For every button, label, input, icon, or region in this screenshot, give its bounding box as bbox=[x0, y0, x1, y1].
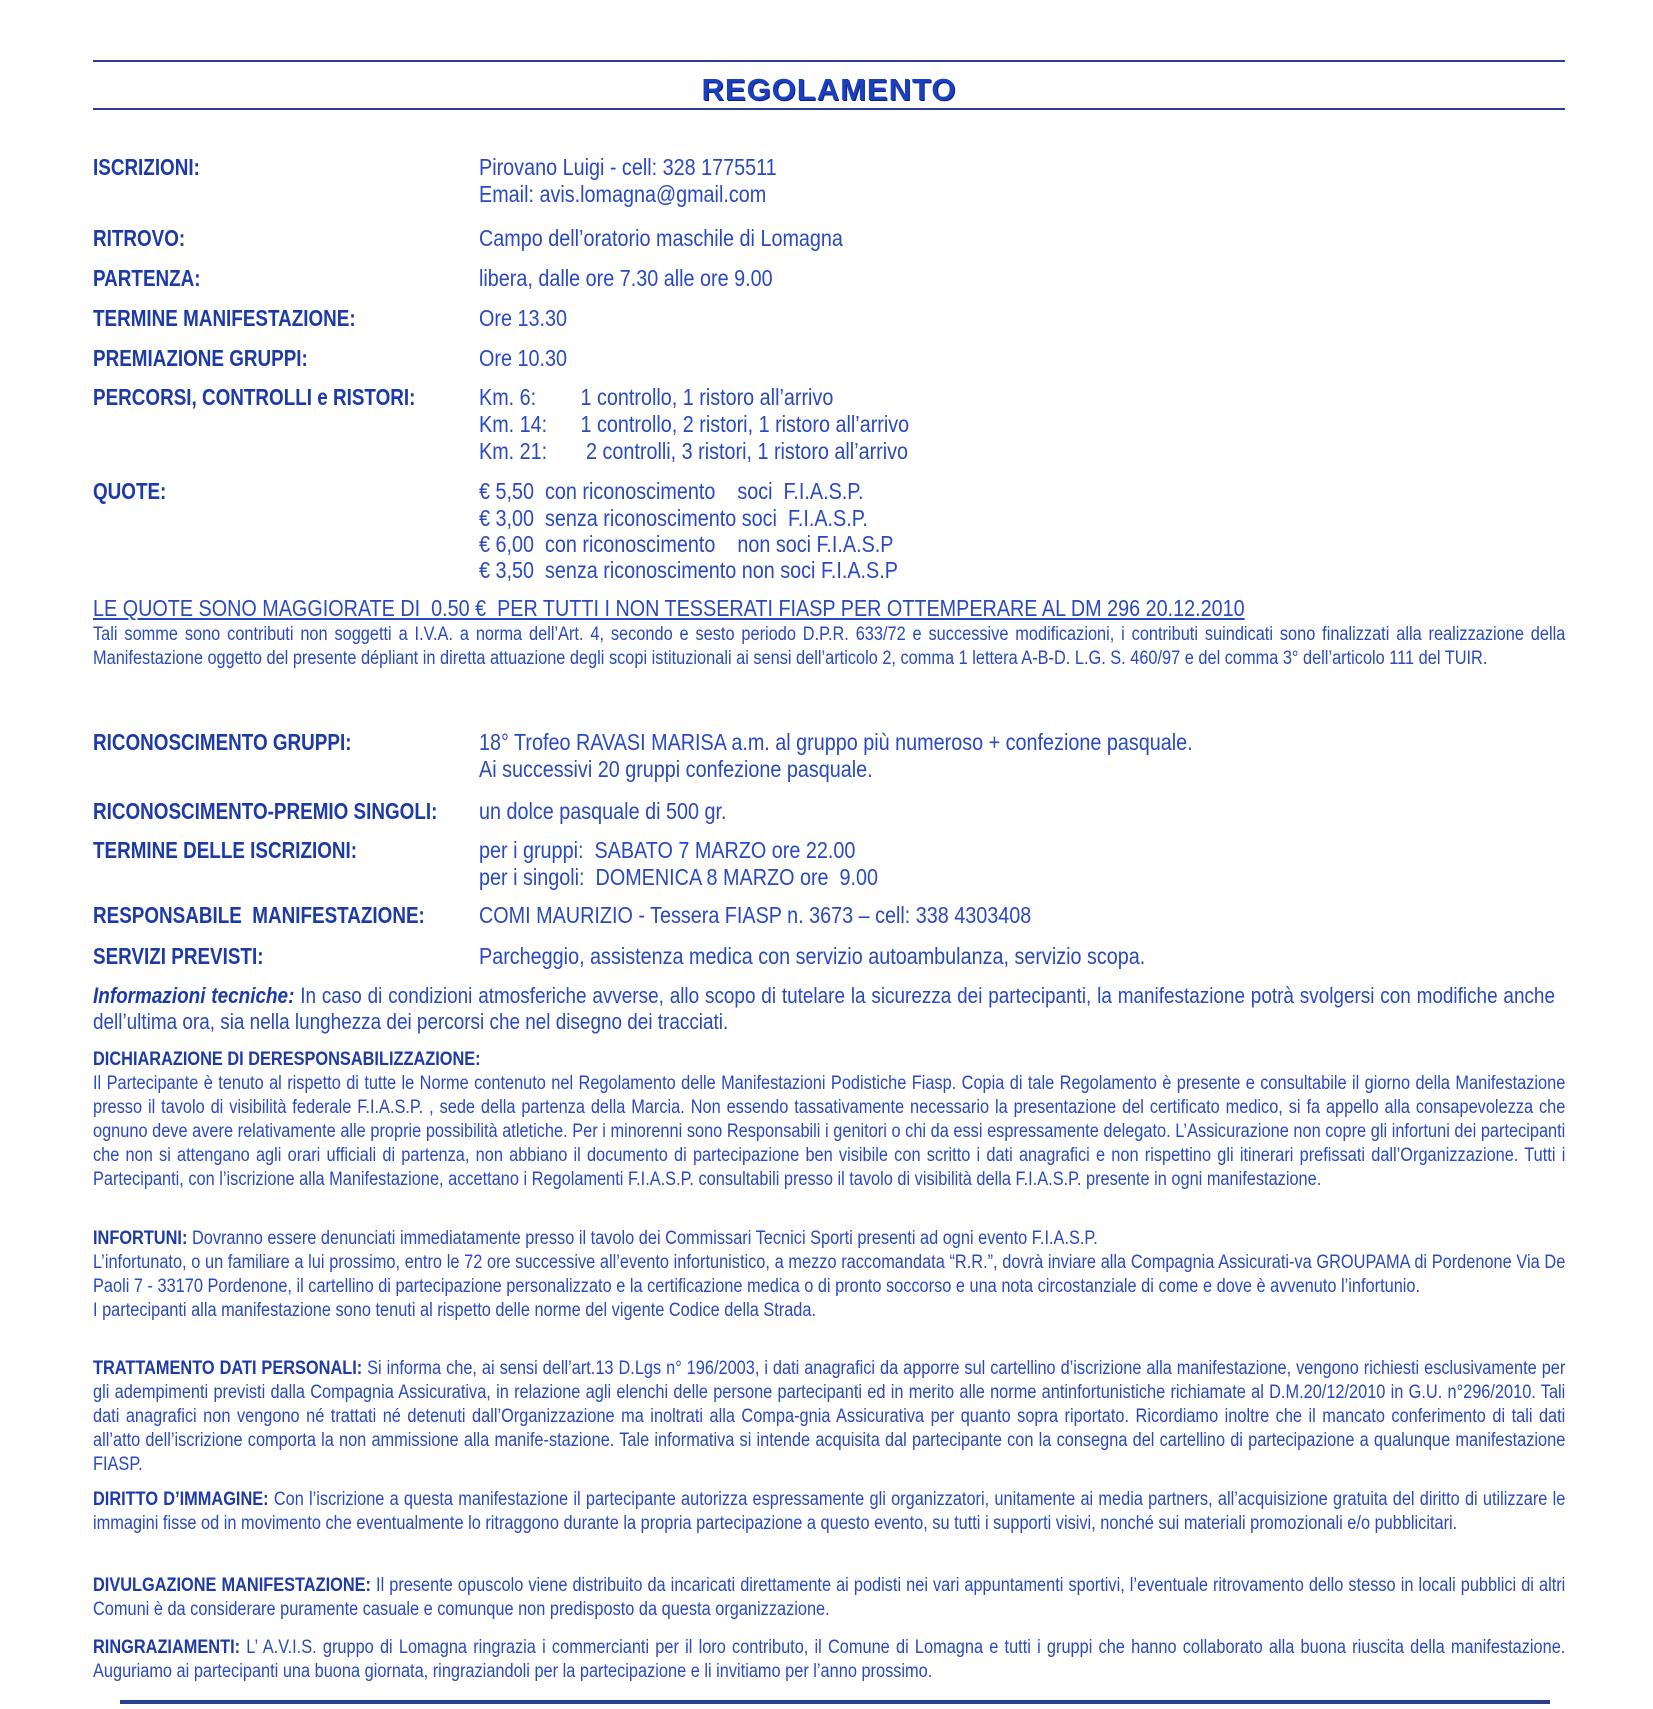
percorso-desc: 2 controlli, 3 ristori, 1 ristoro all’arrivo bbox=[580, 438, 909, 464]
info-tecniche-heading: Informazioni tecniche: bbox=[93, 983, 295, 1008]
label-partenza: PARTENZA: bbox=[93, 265, 201, 291]
value-premio-singoli: un dolce pasquale di 500 gr. bbox=[479, 798, 727, 824]
value-responsabile: COMI MAURIZIO - Tessera FIASP n. 3673 – cell: 338 4303408 bbox=[479, 902, 1032, 928]
diritto-heading: DIRITTO D’IMMAGINE: bbox=[93, 1489, 269, 1510]
title-rule bbox=[93, 108, 1565, 110]
value-partenza: libera, dalle ore 7.30 alle ore 9.00 bbox=[479, 265, 773, 291]
percorso-item bbox=[479, 438, 908, 464]
dichiarazione bbox=[93, 1048, 1565, 1192]
value-riconoscimento-gruppi-2: Ai successivi 20 gruppi confezione pasquale. bbox=[479, 756, 873, 782]
value-riconoscimento-gruppi-1: 18° Trofeo RAVASI MARISA a.m. al gruppo più numeroso + confezione pasquale. bbox=[479, 729, 1193, 755]
ringraziamenti-heading: RINGRAZIAMENTI: bbox=[93, 1637, 241, 1658]
trattamento-text: Si informa che, ai sensi dell’art.13 D.Lgs n° 196/2003, i dati anagrafici da apporre sul cartellino d’iscrizione alla manifestazione, vengono richiesti esclusivamente per gli adempimenti previsti dalla Compagnia Assicurativa, in relazione agli elenchi delle persone partecipanti ed in merito alle norme antinfortunistiche richiamate al D.M.20/12/2010 in G.U. n°296/2010. Tali dati anagrafici non vengono né trattati né detenuti dall’Organizzazione ma inoltrati alla Compa-gnia Assicurativa per quanto sopra riportato. Ricordiamo inoltre che il mancato conferimento di tali dati all’atto dell’iscrizione comporta la non ammissione alla manife-stazione. Tale informativa si intende acquisita dal partecipante con la consegna del cartellino di partecipazione a qualunque manifestazione FIASP. bbox=[93, 1358, 1566, 1475]
ringraziamenti bbox=[93, 1636, 1565, 1684]
value-servizi: Parcheggio, assistenza medica con servizio autoambulanza, servizio scopa. bbox=[479, 943, 1146, 969]
divulgazione bbox=[93, 1574, 1565, 1622]
label-iscrizioni: ISCRIZIONI: bbox=[93, 154, 200, 180]
percorso-item bbox=[479, 411, 909, 437]
quote-note-text: Tali somme sono contributi non soggetti a I.V.A. a norma dell’Art. 4, secondo e sesto periodo D.P.R. 633/72 e successive modificazioni, i contributi suindicati sono finalizzati alla realizzazione della Manifestazione oggetto del presente dépliant in diretta attuazione degli scopi istituzionali ai sensi dell’articolo 2, comma 1 lettera A-B-D. L.G. S. 460/97 e del comma 3° dell’articolo 111 del TUIR. bbox=[93, 624, 1566, 669]
bottom-rule bbox=[120, 1700, 1550, 1704]
infortuni-line1: Dovranno essere denunciati immediatamente presso il tavolo dei Commissari Tecnici Sporti presenti ad ogni evento F.I.A.S.P. bbox=[187, 1228, 1098, 1249]
diritto-immagine bbox=[93, 1488, 1565, 1536]
label-responsabile: RESPONSABILE MANIFESTAZIONE: bbox=[93, 902, 425, 928]
ringraziamenti-text: L’ A.V.I.S. gruppo di Lomagna ringrazia i commercianti per il loro contributo, il Comune di Lomagna e tutti i gruppi che hanno collaborato alla buona riuscita della manifestazione. Auguriamo ai partecipanti una buona giornata, ringraziandoli per la partecipazione e li invitiamo per l’anno prossimo. bbox=[93, 1637, 1566, 1682]
quota-line: € 5,50 con riconoscimento soci F.I.A.S.P. bbox=[479, 478, 864, 504]
label-premiazione: PREMIAZIONE GRUPPI: bbox=[93, 345, 308, 371]
value-iscrizioni-contact: Pirovano Luigi - cell: 328 1775511 bbox=[479, 154, 777, 180]
quote-note bbox=[93, 596, 1565, 620]
label-quote: QUOTE: bbox=[93, 478, 167, 504]
divulgazione-heading: DIVULGAZIONE MANIFESTAZIONE: bbox=[93, 1575, 371, 1596]
label-servizi: SERVIZI PREVISTI: bbox=[93, 943, 264, 969]
value-termine-gruppi: per i gruppi: SABATO 7 MARZO ore 22.00 bbox=[479, 837, 856, 863]
quota-line: € 3,50 senza riconoscimento non soci F.I.A.S.P bbox=[479, 557, 898, 583]
label-premio-singoli: RICONOSCIMENTO-PREMIO SINGOLI: bbox=[93, 798, 438, 824]
infortuni bbox=[93, 1227, 1565, 1323]
trattamento-dati bbox=[93, 1357, 1565, 1477]
page-title: REGOLAMENTO bbox=[701, 72, 957, 107]
dichiarazione-heading: DICHIARAZIONE DI DERESPONSABILIZZAZIONE: bbox=[93, 1049, 481, 1070]
divulgazione-text: Il presente opuscolo viene distribuito da incaricati direttamente ai podisti nei vari appuntamenti sportivi, l’eventuale ritrovamento dello stesso in locali pubblici di altri Comuni è da considerare puramente casuale e comunque non predisposto da questa organizzazione. bbox=[93, 1575, 1566, 1620]
percorso-desc: 1 controllo, 2 ristori, 1 ristoro all’arrivo bbox=[580, 411, 910, 437]
infortuni-line2: L’infortunato, o un familiare a lui prossimo, entro le 72 ore successive all’evento infortunistico, a mezzo raccomandata “R.R.”, dovrà inviare alla Compagnia Assicurati-va GROUPAMA di Pordenone Via De Paoli 7 - 33170 Pordenone, il cartellino di partecipazione personalizzato e la certificazione medica o di pronto soccorso e una nota circostanziale di come e dove è avvenuto l’infortunio. bbox=[93, 1252, 1566, 1297]
quote-note-text-block bbox=[93, 623, 1565, 671]
value-premiazione: Ore 10.30 bbox=[479, 345, 567, 371]
value-termine-singoli: per i singoli: DOMENICA 8 MARZO ore 9.00 bbox=[479, 864, 879, 890]
value-termine: Ore 13.30 bbox=[479, 305, 567, 331]
dichiarazione-text: Il Partecipante è tenuto al rispetto di tutte le Norme contenuto nel Regolamento delle Manifestazioni Podistiche Fiasp. Copia di tale Regolamento è presente e consultabile il giorno della Manifestazione presso il tavolo di visibilità federale F.I.A.S.P. , sede della partenza della Marcia. Non essendo tassativamente necessario la presentazione del certificato medico, si fa appello alla consapevolezza che ognuno deve avere relativamente alle proprie possibilità atletiche. Per i minorenni sono Responsabili i genitori o chi da essi espressamente delegato. L’Assicurazione non copre gli infortuni dei partecipanti che non si attengano agli orari ufficiali di partenza, non abbiano il documento di partecipazione ben visibile con scritto i dati anagrafici e non rispettino gli itinerari prefissati dall’Organizzazione. Tutti i Partecipanti, con l’iscrizione alla Manifestazione, accettano i Regolamenti F.I.A.S.P. consultabili presso il tavolo di visibilità della F.I.A.S.P. presente in ogni manifestazione. bbox=[93, 1073, 1566, 1190]
diritto-text: Con l’iscrizione a questa manifestazione il partecipante autorizza espressamente gli organizzatori, unitamente ai media partners, all’acquisizione gratuita del diritto di utilizzare le immagini fisse od in movimento che eventualmente lo ritraggono durante la propria partecipazione a questo evento, su tutti i supporti visivi, nonché sui materiali promozionali e/o pubblicitari. bbox=[93, 1489, 1566, 1534]
top-rule bbox=[93, 60, 1565, 62]
quota-line: € 3,00 senza riconoscimento soci F.I.A.S.P. bbox=[479, 505, 868, 531]
percorso-item bbox=[479, 384, 833, 410]
infortuni-line3: I partecipanti alla manifestazione sono tenuti al rispetto delle norme del vigente Codice della Strada. bbox=[93, 1300, 817, 1321]
percorso-desc: 1 controllo, 1 ristoro all’arrivo bbox=[580, 384, 834, 410]
label-termine: TERMINE MANIFESTAZIONE: bbox=[93, 305, 356, 331]
label-riconoscimento-gruppi: RICONOSCIMENTO GRUPPI: bbox=[93, 729, 352, 755]
percorso-km: Km. 21: bbox=[479, 438, 548, 464]
info-tecniche-text: In caso di condizioni atmosferiche avverse, allo scopo di tutelare la sicurezza dei partecipanti, la manifestazione potrà svolgersi con modifiche anche dell’ultima ora, sia nella lunghezza dei percorsi che nel disegno dei tracciati. bbox=[93, 983, 1555, 1034]
label-ritrovo: RITROVO: bbox=[93, 225, 186, 251]
percorso-km: Km. 6: bbox=[479, 384, 537, 410]
value-ritrovo: Campo dell’oratorio maschile di Lomagna bbox=[479, 225, 843, 251]
quota-line: € 6,00 con riconoscimento non soci F.I.A.S.P bbox=[479, 531, 894, 557]
percorso-km: Km. 14: bbox=[479, 411, 548, 437]
info-tecniche bbox=[93, 983, 1565, 1035]
trattamento-heading: TRATTAMENTO DATI PERSONALI: bbox=[93, 1358, 363, 1379]
label-termine-iscrizioni: TERMINE DELLE ISCRIZIONI: bbox=[93, 837, 358, 863]
quote-note-heading: LE QUOTE SONO MAGGIORATE DI 0.50 € PER TUTTI I NON TESSERATI FIASP PER OTTEMPERARE AL DM 296 20.12.2010 bbox=[93, 595, 1245, 621]
value-iscrizioni-email: Email: avis.lomagna@gmail.com bbox=[479, 181, 767, 207]
label-percorsi: PERCORSI, CONTROLLI e RISTORI: bbox=[93, 384, 416, 410]
infortuni-heading: INFORTUNI: bbox=[93, 1228, 188, 1249]
